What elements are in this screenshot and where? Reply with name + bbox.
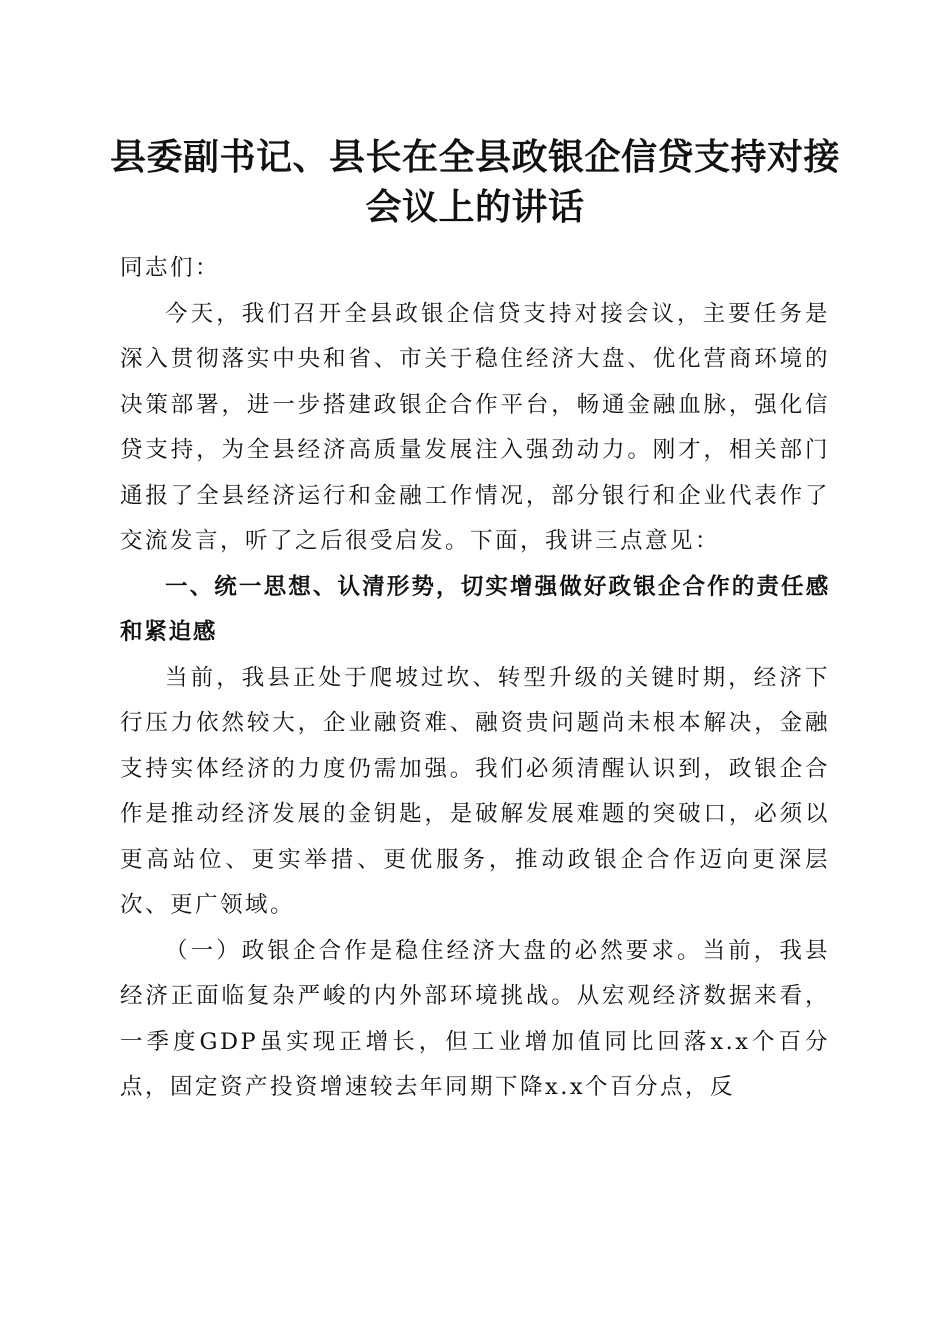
section-1-heading: 一、统一思想、认清形势，切实增强做好政银企合作的责任感和紧迫感	[120, 573, 830, 645]
document-title-line-1: 县委副书记、县长在全县政银企信贷支持对接	[109, 136, 840, 178]
salutation: 同志们：	[120, 255, 221, 281]
section-1-paragraph: 当前，我县正处于爬坡过坎、转型升级的关键时期，经济下行压力依然较大，企业融资难、融资贵问题尚未根本解决，金融支持实体经济的力度仍需加强。我们必须清醒认识到，政银企合作是推动经济发展的金钥匙，是破解发展难题的突破口，必须以更高站位、更实举措、更优服务，推动政银企合作迈向更深层次、更广领域。	[120, 664, 830, 918]
intro-paragraph: 今天，我们召开全县政银企信贷支持对接会议，主要任务是深入贯彻落实中央和省、市关于稳住经济大盘、优化营商环境的决策部署，进一步搭建政银企合作平台，畅通金融血脉，强化信贷支持，为全县经济高质量发展注入强劲动力。刚才，相关部门通报了全县经济运行和金融工作情况，部分银行和企业代表作了交流发言，听了之后很受启发。下面，我讲三点意见：	[120, 300, 830, 554]
subsection-1-paragraph: （一）政银企合作是稳住经济大盘的必然要求。当前，我县经济正面临复杂严峻的内外部环境挑战。从宏观经济数据来看，一季度GDP虽实现正增长，但工业增加值同比回落x.x个百分点，固定资产投资增速较去年同期下降x.x个百分点，反	[120, 937, 830, 1100]
document-body	[120, 246, 830, 1111]
document-title-line-2: 会议上的讲话	[365, 186, 585, 228]
